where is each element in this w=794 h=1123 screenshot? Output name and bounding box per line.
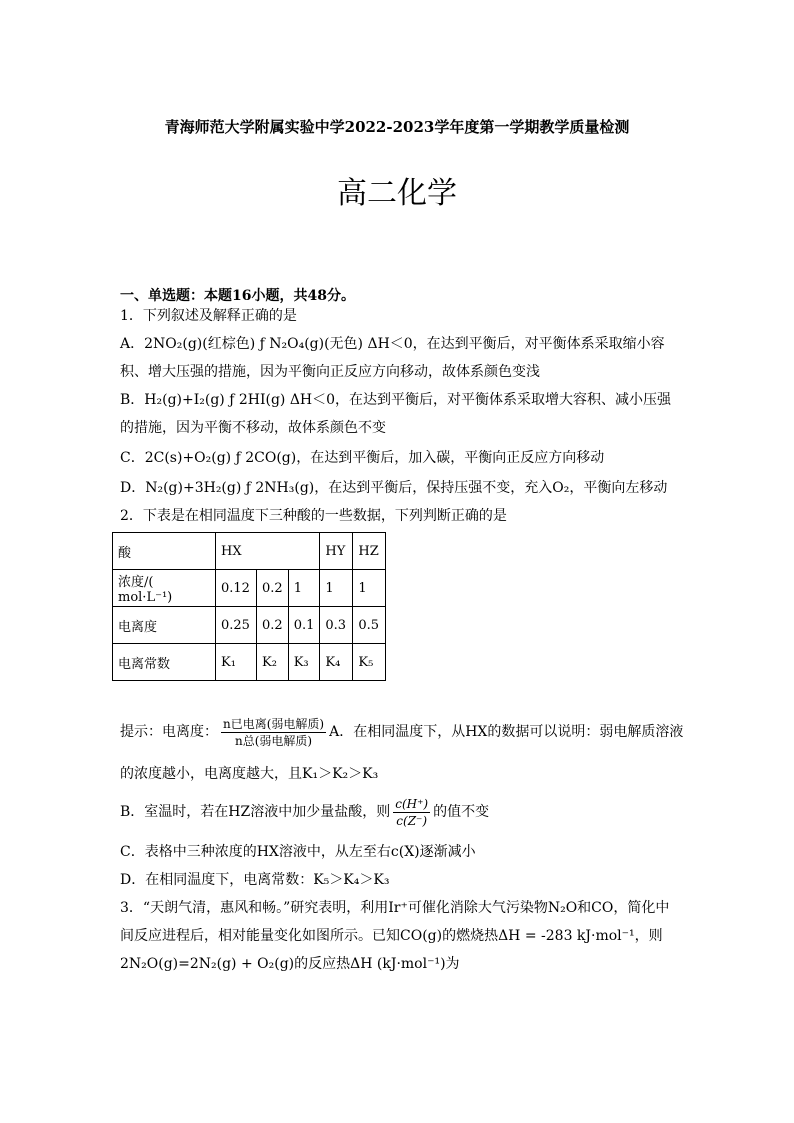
school-title: 青海师范大学附属实验中学2022-2023学年度第一学期教学质量检测 (164, 118, 630, 136)
q2-option-c: C．表格中三种浓度的HX溶液中，从左至右c(X)逐渐减小 (120, 844, 476, 860)
q2-stem: 2．下表是在相同温度下三种酸的一些数据，下列判断正确的是 (120, 508, 507, 524)
table-row (113, 570, 386, 607)
table-cell: 0.2 (257, 570, 289, 607)
table-cell: 0.12 (216, 570, 257, 607)
table-cell: K₄ (320, 644, 353, 681)
table-cell: 0.2 (257, 607, 289, 644)
q1-option-b-line1: B．H₂(g)+I₂(g) ƒ 2HI(g) ΔH＜0，在达到平衡后，对平衡体系采取增大容积、减小压强 (120, 392, 672, 408)
q3-stem-line3: 2N₂O(g)=2N₂(g) + O₂(g)的反应热ΔH (kJ·mol⁻¹)为 (120, 956, 460, 972)
table-cell: K₅ (353, 644, 386, 681)
q1-stem: 1．下列叙述及解释正确的是 (120, 308, 297, 324)
table-cell: 0.5 (353, 607, 386, 644)
table-cell: K₃ (288, 644, 320, 681)
table-cell: 浓度/( mol·L⁻¹) (113, 570, 216, 607)
q2-option-d: D．在相同温度下，电离常数：K₅＞K₄＞K₃ (120, 872, 390, 888)
q2-option-a-line1: A．在相同温度下，从HX的数据可以说明：弱电解质溶液 (329, 724, 684, 740)
table-cell: 电离常数 (113, 644, 216, 681)
table-cell: K₁ (216, 644, 257, 681)
fraction-numerator: c(H⁺) (395, 796, 429, 811)
q1-option-a-line2: 积、增大压强的措施，因为平衡向正反应方向移动，故体系颜色变浅 (120, 364, 540, 380)
table-cell: HY (320, 533, 353, 570)
hint-prefix: 提示：电离度： (120, 724, 218, 740)
fraction-numerator: n已电离(弱电解质) (223, 716, 325, 731)
table-row (113, 644, 386, 681)
q2-hint-line (120, 714, 683, 750)
table-cell: 0.25 (216, 607, 257, 644)
q3-stem-line1: 3．“天朗气清，惠风和畅。”研究表明，利用Ir⁺可催化消除大气污染物N₂O和CO，简化中 (120, 900, 670, 916)
fraction-denominator: n总(弱电解质) (235, 733, 313, 748)
table-cell: 1 (353, 570, 386, 607)
table-row (113, 607, 386, 644)
q1-option-c: C．2C(s)+O₂(g) ƒ 2CO(g)，在达到平衡后，加入碳，平衡向正反应方向移动 (120, 450, 605, 466)
q1-option-b-line2: 的措施，因为平衡不移动，故体系颜色不变 (120, 420, 386, 436)
q1-option-a-line1: A．2NO₂(g)(红棕色) ƒ N₂O₄(g)(无色) ΔH＜0，在达到平衡后，对平衡体系采取缩小容 (120, 336, 665, 352)
table-cell: 0.1 (288, 607, 320, 644)
fraction-denominator: c(Z⁻) (396, 813, 428, 828)
section-heading: 一、单选题：本题16小题，共48分。 (120, 288, 355, 304)
subject-title: 高二化学 (337, 176, 457, 211)
table-cell: 0.3 (320, 607, 353, 644)
q3-stem-line2: 间反应进程后，相对能量变化如图所示。已知CO(g)的燃烧热ΔH = -283 kJ·mol⁻¹，则 (120, 928, 663, 944)
option-b-suffix: 的值不变 (433, 804, 490, 820)
q1-option-d: D．N₂(g)+3H₂(g) ƒ 2NH₃(g)，在达到平衡后，保持压强不变，充入O₂，平衡向左移动 (120, 480, 668, 496)
acid-data-table (112, 532, 386, 681)
table-cell: HX (216, 533, 320, 570)
concentration-ratio-fraction (393, 796, 430, 829)
q2-option-a-line2: 的浓度越小，电离度越大，且K₁＞K₂＞K₃ (120, 766, 379, 782)
table-cell: 1 (320, 570, 353, 607)
table-cell: 1 (288, 570, 320, 607)
option-b-prefix: B．室温时，若在HZ溶液中加少量盐酸，则 (120, 804, 391, 820)
table-cell: 电离度 (113, 607, 216, 644)
table-cell: 酸 (113, 533, 216, 570)
q2-option-b (120, 794, 489, 830)
table-row (113, 533, 386, 570)
table-cell: K₂ (257, 644, 289, 681)
table-cell: HZ (353, 533, 386, 570)
ionization-degree-fraction (221, 716, 326, 749)
